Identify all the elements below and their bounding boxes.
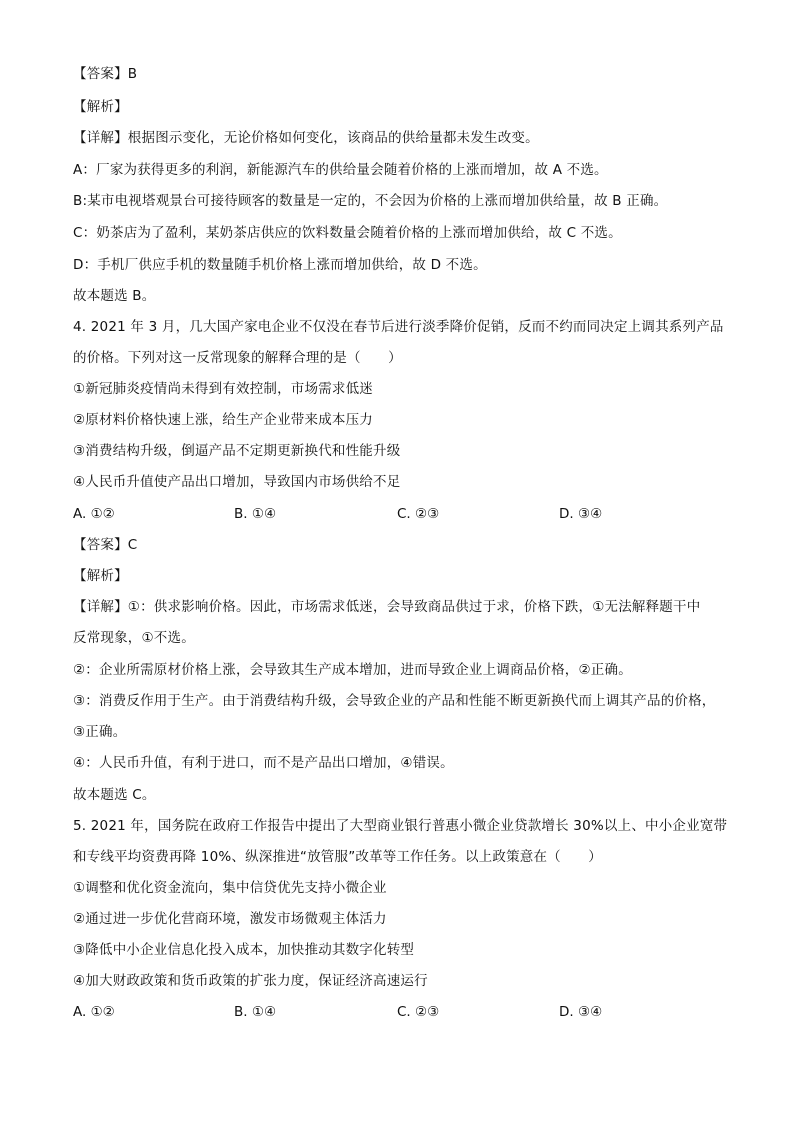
option-a: A. ①② — [73, 1004, 115, 1020]
q5-options — [73, 1002, 733, 1022]
option-b: B. ①④ — [234, 1004, 277, 1020]
q5-stem-line: 5. 2021 年，国务院在政府工作报告中提出了大型商业银行普惠小微企业贷款增长 30%以上、中小企业宽带 — [73, 818, 728, 834]
q3-detail-line: D：手机厂供应手机的数量随手机价格上涨而增加供给，故 D 不选。 — [73, 257, 487, 273]
q5-stem-line: 和专线平均资费再降 10%、纵深推进“放管服”改革等工作任务。以上政策意在（ ） — [73, 849, 602, 865]
q4-detail-line: 【详解】①：供求影响价格。因此，市场需求低迷，会导致商品供过于求，价格下跌，①无法解释题干中 — [73, 599, 701, 615]
q4-item: ①新冠肺炎疫情尚未得到有效控制，市场需求低迷 — [73, 381, 374, 397]
q3-detail-line: B:某市电视塔观景台可接待顾客的数量是一定的，不会因为价格的上涨而增加供给量，故 B 正确。 — [73, 193, 668, 209]
q4-item: ④人民币升值使产品出口增加，导致国内市场供给不足 — [73, 474, 401, 490]
q4-stem-line: 4. 2021 年 3 月，几大国产家电企业不仅没在春节后进行淡季降价促销，反而不约而同决定上调其系列产品 — [73, 319, 724, 335]
q4-detail-line: ②：企业所需原材价格上涨，会导致其生产成本增加，进而导致企业上调商品价格，②正确。 — [73, 662, 632, 678]
option-d: D. ③④ — [559, 506, 603, 522]
option-b: B. ①④ — [234, 506, 277, 522]
q4-item: ③消费结构升级，倒逼产品不定期更新换代和性能升级 — [73, 443, 401, 459]
q3-answer: 【答案】B — [73, 66, 138, 82]
q4-detail-line: ③正确。 — [73, 724, 127, 740]
q3-detail-line: 【详解】根据图示变化，无论价格如何变化，该商品的供给量都未发生改变。 — [73, 130, 539, 146]
q4-detail-line: ④：人民币升值，有利于进口，而不是产品出口增加，④错误。 — [73, 755, 454, 771]
option-c: C. ②③ — [397, 1004, 440, 1020]
q4-answer: 【答案】C — [73, 537, 138, 553]
q5-item: ①调整和优化资金流向，集中信贷优先支持小微企业 — [73, 880, 387, 896]
q4-options — [73, 504, 733, 524]
q4-item: ②原材料价格快速上涨，给生产企业带来成本压力 — [73, 412, 374, 428]
q5-item: ④加大财政政策和货币政策的扩张力度，保证经济高速运行 — [73, 973, 428, 989]
option-c: C. ②③ — [397, 506, 440, 522]
q3-detail-line: A：厂家为获得更多的利润，新能源汽车的供给量会随着价格的上涨而增加，故 A 不选。 — [73, 162, 608, 178]
q4-detail-line: 反常现象，①不选。 — [73, 630, 195, 646]
option-a: A. ①② — [73, 506, 115, 522]
option-d: D. ③④ — [559, 1004, 603, 1020]
q4-stem-line: 的价格。下列对这一反常现象的解释合理的是（ ） — [73, 350, 402, 366]
q4-conclusion: 故本题选 C。 — [73, 787, 156, 803]
q3-analysis-heading: 【解析】 — [73, 99, 128, 115]
q3-detail-line: C：奶茶店为了盈利，某奶茶店供应的饮料数量会随着价格的上涨而增加供给，故 C 不选。 — [73, 225, 622, 241]
q4-detail-line: ③：消费反作用于生产。由于消费结构升级，会导致企业的产品和性能不断更新换代而上调其产品的价格， — [73, 693, 716, 709]
q5-item: ②通过进一步优化营商环境，激发市场微观主体活力 — [73, 911, 387, 927]
q4-analysis-heading: 【解析】 — [73, 568, 128, 584]
q3-conclusion: 故本题选 B。 — [73, 288, 156, 304]
q5-item: ③降低中小企业信息化投入成本，加快推动其数字化转型 — [73, 942, 415, 958]
